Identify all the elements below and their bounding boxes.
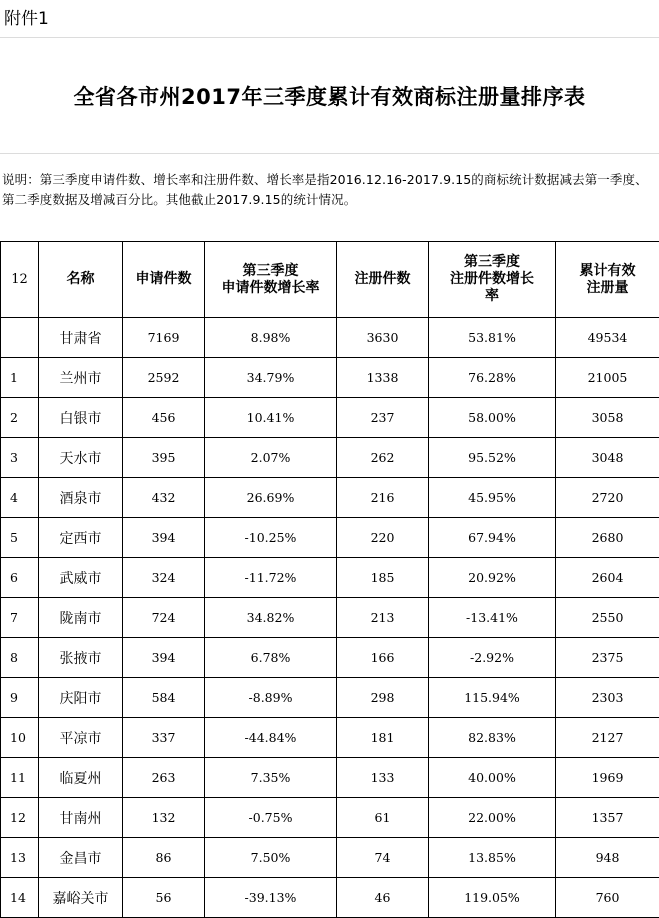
cell-applications: 394 (123, 518, 205, 558)
cell-rank: 11 (1, 758, 39, 798)
table-row (1, 758, 659, 798)
cell-cumulative: 2127 (556, 718, 659, 758)
cell-registrations: 1338 (337, 358, 429, 398)
cell-cumulative: 2680 (556, 518, 659, 558)
cell-registrations: 213 (337, 598, 429, 638)
header-app-growth-line1: 第三季度 (242, 262, 299, 279)
cell-rank: 8 (1, 638, 39, 678)
cell-reg-growth: 22.00% (429, 798, 556, 838)
cell-app-growth: 7.35% (205, 758, 337, 798)
cell-registrations: 3630 (337, 318, 429, 358)
cell-reg-growth: 115.94% (429, 678, 556, 718)
cell-app-growth: 34.82% (205, 598, 337, 638)
cell-applications: 456 (123, 398, 205, 438)
cell-cumulative: 21005 (556, 358, 659, 398)
cell-rank (1, 318, 39, 358)
cell-cumulative: 948 (556, 838, 659, 878)
cell-registrations: 185 (337, 558, 429, 598)
cell-reg-growth: 53.81% (429, 318, 556, 358)
cell-reg-growth: 119.05% (429, 878, 556, 918)
table-row (1, 838, 659, 878)
table-header-row (1, 242, 659, 318)
cell-reg-growth: 58.00% (429, 398, 556, 438)
cell-applications: 724 (123, 598, 205, 638)
cell-name: 兰州市 (39, 358, 123, 398)
cell-applications: 86 (123, 838, 205, 878)
title-row (0, 38, 659, 154)
cell-reg-growth: 20.92% (429, 558, 556, 598)
cell-rank: 6 (1, 558, 39, 598)
cell-rank: 2 (1, 398, 39, 438)
cell-applications: 337 (123, 718, 205, 758)
cell-name: 甘南州 (39, 798, 123, 838)
cell-registrations: 237 (337, 398, 429, 438)
header-reg-growth-line1: 第三季度 (464, 254, 520, 270)
cell-cumulative: 3048 (556, 438, 659, 478)
cell-name: 嘉峪关市 (39, 878, 123, 918)
cell-registrations: 46 (337, 878, 429, 918)
cell-registrations: 220 (337, 518, 429, 558)
cell-cumulative: 1969 (556, 758, 659, 798)
header-app-growth (205, 242, 337, 318)
cell-cumulative: 2550 (556, 598, 659, 638)
explanation-note: 说明：第三季度申请件数、增长率和注册件数、增长率是指2016.12.16-2017.9.15的商标统计数据减去第一季度、第二季度数据及增减百分比。其他截止2017.9.15的统计情况。 (2, 172, 648, 207)
header-reg-growth (429, 242, 556, 318)
cell-applications: 132 (123, 798, 205, 838)
header-registrations: 注册件数 (337, 242, 429, 318)
cell-reg-growth: 13.85% (429, 838, 556, 878)
header-cumulative-line2: 注册量 (586, 279, 629, 296)
header-reg-growth-line3: 率 (485, 288, 499, 304)
cell-name: 武威市 (39, 558, 123, 598)
cell-app-growth: -39.13% (205, 878, 337, 918)
table-row (1, 478, 659, 518)
cell-applications: 2592 (123, 358, 205, 398)
table-row (1, 878, 659, 918)
page-title: 全省各市州2017年三季度累计有效商标注册量排序表 (73, 84, 586, 109)
cell-registrations: 298 (337, 678, 429, 718)
cell-registrations: 133 (337, 758, 429, 798)
cell-registrations: 216 (337, 478, 429, 518)
cell-rank: 9 (1, 678, 39, 718)
cell-app-growth: 6.78% (205, 638, 337, 678)
cell-reg-growth: 45.95% (429, 478, 556, 518)
table-row (1, 558, 659, 598)
header-cumulative-line1: 累计有效 (579, 262, 636, 279)
cell-applications: 7169 (123, 318, 205, 358)
cell-app-growth: 7.50% (205, 838, 337, 878)
table-row (1, 438, 659, 478)
cell-applications: 324 (123, 558, 205, 598)
table-row (1, 718, 659, 758)
cell-app-growth: -10.25% (205, 518, 337, 558)
cell-applications: 395 (123, 438, 205, 478)
cell-cumulative: 2604 (556, 558, 659, 598)
cell-reg-growth: 67.94% (429, 518, 556, 558)
cell-registrations: 262 (337, 438, 429, 478)
cell-app-growth: 2.07% (205, 438, 337, 478)
cell-rank: 13 (1, 838, 39, 878)
header-cumulative (556, 242, 659, 318)
table-row (1, 318, 659, 358)
cell-rank: 5 (1, 518, 39, 558)
trademark-ranking-table (0, 241, 659, 918)
cell-rank: 3 (1, 438, 39, 478)
header-reg-growth-line2: 注册件数增长 (450, 271, 534, 287)
table-row (1, 798, 659, 838)
cell-name: 临夏州 (39, 758, 123, 798)
cell-applications: 56 (123, 878, 205, 918)
cell-name: 金昌市 (39, 838, 123, 878)
cell-registrations: 61 (337, 798, 429, 838)
header-name: 名称 (39, 242, 123, 318)
cell-reg-growth: 76.28% (429, 358, 556, 398)
table-row (1, 518, 659, 558)
attachment-label: 附件1 (0, 0, 659, 38)
cell-app-growth: -11.72% (205, 558, 337, 598)
cell-applications: 432 (123, 478, 205, 518)
cell-name: 白银市 (39, 398, 123, 438)
cell-registrations: 166 (337, 638, 429, 678)
cell-rank: 7 (1, 598, 39, 638)
cell-rank: 1 (1, 358, 39, 398)
table-row (1, 398, 659, 438)
table-row (1, 638, 659, 678)
cell-applications: 263 (123, 758, 205, 798)
cell-cumulative: 760 (556, 878, 659, 918)
cell-cumulative: 3058 (556, 398, 659, 438)
cell-app-growth: 26.69% (205, 478, 337, 518)
cell-app-growth: 10.41% (205, 398, 337, 438)
cell-reg-growth: 40.00% (429, 758, 556, 798)
cell-reg-growth: -13.41% (429, 598, 556, 638)
cell-name: 张掖市 (39, 638, 123, 678)
cell-app-growth: 8.98% (205, 318, 337, 358)
cell-name: 酒泉市 (39, 478, 123, 518)
cell-name: 天水市 (39, 438, 123, 478)
cell-name: 平凉市 (39, 718, 123, 758)
cell-cumulative: 1357 (556, 798, 659, 838)
cell-cumulative: 2375 (556, 638, 659, 678)
table-row (1, 678, 659, 718)
cell-rank: 10 (1, 718, 39, 758)
cell-registrations: 181 (337, 718, 429, 758)
cell-applications: 584 (123, 678, 205, 718)
header-app-growth-line2: 申请件数增长率 (221, 279, 320, 296)
cell-app-growth: -44.84% (205, 718, 337, 758)
cell-name: 定西市 (39, 518, 123, 558)
cell-app-growth: -0.75% (205, 798, 337, 838)
cell-applications: 394 (123, 638, 205, 678)
cell-rank: 14 (1, 878, 39, 918)
table-row (1, 358, 659, 398)
cell-cumulative: 2720 (556, 478, 659, 518)
table-row (1, 598, 659, 638)
cell-reg-growth: -2.92% (429, 638, 556, 678)
cell-cumulative: 2303 (556, 678, 659, 718)
cell-rank: 4 (1, 478, 39, 518)
cell-registrations: 74 (337, 838, 429, 878)
header-applications: 申请件数 (123, 242, 205, 318)
cell-name: 陇南市 (39, 598, 123, 638)
cell-cumulative: 49534 (556, 318, 659, 358)
cell-app-growth: 34.79% (205, 358, 337, 398)
cell-reg-growth: 95.52% (429, 438, 556, 478)
cell-name: 甘肃省 (39, 318, 123, 358)
cell-rank: 12 (1, 798, 39, 838)
cell-reg-growth: 82.83% (429, 718, 556, 758)
cell-name: 庆阳市 (39, 678, 123, 718)
cell-app-growth: -8.89% (205, 678, 337, 718)
header-rank: 12 (1, 242, 39, 318)
